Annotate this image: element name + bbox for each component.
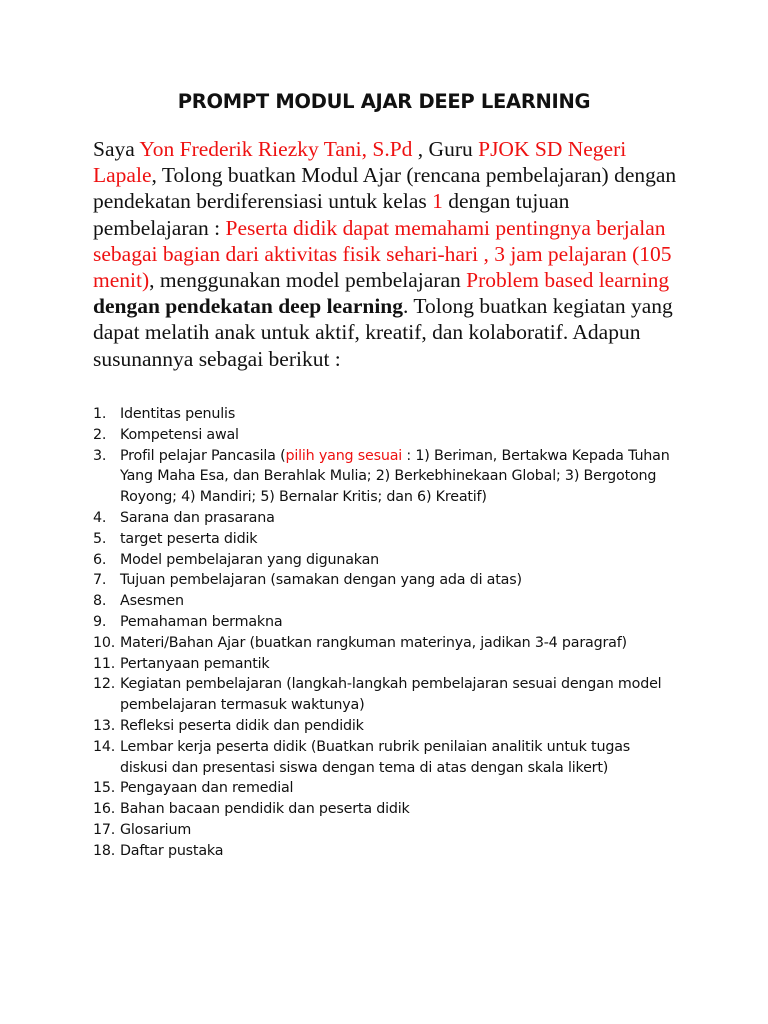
list-item [93,404,673,425]
list-item-text: Kompetensi awal [120,426,239,443]
list-item-number: 5. [93,530,107,547]
list-item [93,612,673,633]
list-item-text: Model pembelajaran yang digunakan [120,551,380,568]
intro-text: , menggunakan model pembelajaran [149,268,467,293]
list-item-text: Daftar pustaka [120,842,224,859]
list-item-number: 2. [93,426,107,443]
list-item [93,799,673,820]
list-item-text: Pemahaman bermakna [120,613,283,630]
list-item [93,841,673,862]
list-item-number: 13. [93,717,116,734]
list-item-text: Lembar kerja peserta didik (Buatkan rubrik penilaian analitik untuk tugas diskusi dan presentasi siswa dengan tema di atas dengan skala likert) [120,738,631,776]
learning-approach: dengan pendekatan deep learning [93,294,404,319]
list-item-number: 12. [93,676,116,693]
list-item-text: Asesmen [120,593,184,610]
list-item [93,633,673,654]
list-item [93,529,673,550]
list-item-text: Profil pelajar Pancasila ( [120,447,286,464]
list-item [93,674,673,716]
intro-text: Saya [93,137,140,161]
list-item-highlight: pilih yang sesuai [285,447,403,464]
list-item-number: 17. [93,821,116,838]
list-item-number: 14. [93,738,116,755]
list-item [93,737,673,779]
list-item-text: Glosarium [120,821,192,838]
teacher-name: Yon Frederik Riezky Tani, S.Pd [139,137,413,161]
list-item-text: Tujuan pembelajaran (samakan dengan yang ada di atas) [120,572,522,589]
intro-text: , Tolong buatkan Modul Ajar (rencana pembelajaran) dengan pendekatan berdiferensiasi untuk kelas [93,163,677,214]
list-item [93,446,673,508]
list-item-number: 9. [93,613,107,630]
list-item-number: 16. [93,801,116,818]
list-item-text: Bahan bacaan pendidik dan peserta didik [120,801,410,818]
list-item-number: 1. [93,406,107,422]
list-item [93,654,673,675]
list-item-number: 4. [93,509,107,526]
list-item-text: Sarana dan prasarana [120,509,275,526]
structure-list [93,404,673,862]
list-item [93,425,673,446]
teacher-role: PJOK SD Negeri Lapale [93,137,627,188]
list-item-number: 11. [93,655,116,672]
list-item-text: Refleksi peserta didik dan pendidik [120,717,364,734]
intro-text: dengan tujuan pembelajaran : [93,189,570,240]
list-item [93,591,673,612]
list-item [93,778,673,799]
list-item-text: Materi/Bahan Ajar (buatkan rangkuman materinya, jadikan 3-4 paragraf) [120,634,627,651]
list-item [93,508,673,529]
list-item-text: : 1) Beriman, Bertakwa Kepada Tuhan Yang Maha Esa, dan Berahlak Mulia; 2) Berkebhinekaan Global; 3) Bergotong Royong; 4) Mandiri; 5) Bernalar Kritis; dan 6) Kreatif) [120,447,670,506]
list-item [93,550,673,571]
list-item-number: 10. [93,634,116,651]
learning-model: Problem based learning [466,268,670,293]
list-item-number: 7. [93,572,107,589]
grade-number: 1 [432,189,443,214]
list-item-number: 8. [93,593,107,610]
list-item-number: 15. [93,780,116,797]
list-item-number: 18. [93,842,116,859]
list-item [93,570,673,591]
list-item [93,716,673,737]
document-title: PROMPT MODUL AJAR DEEP LEARNING [177,90,591,113]
intro-text: . Tolong buatkan kegiatan yang dapat melatih anak untuk aktif, kreatif, dan kolaboratif. Adapun susunannya sebagai berikut : [93,294,673,371]
list-item-text: target peserta didik [120,530,258,547]
list-item-text: Kegiatan pembelajaran (langkah-langkah pembelajaran sesuai dengan model pembelajaran termasuk waktunya) [120,676,662,714]
learning-goal: Peserta didik dapat memahami pentingnya berjalan sebagai bagian dari aktivitas fisik sehari-hari , 3 jam pelajaran (105 menit) [93,215,672,293]
list-item [93,820,673,841]
list-item-number: 3. [93,447,107,464]
list-item-text: Pertanyaan pemantik [120,655,270,672]
intro-text: , Guru [412,137,479,161]
list-item-text: Identitas penulis [120,406,236,422]
list-item-text: Pengayaan dan remedial [120,780,294,797]
intro-paragraph [93,136,683,372]
list-item-number: 6. [93,551,107,568]
